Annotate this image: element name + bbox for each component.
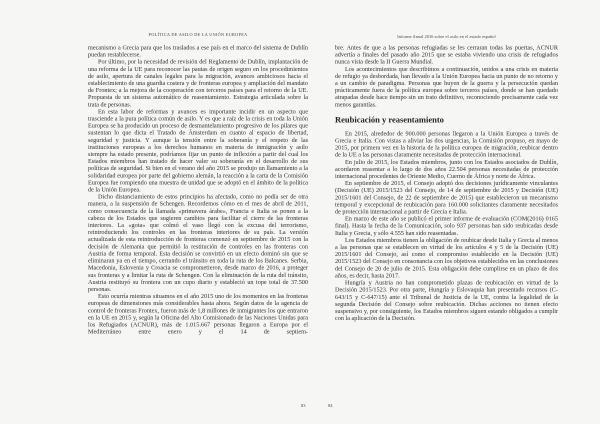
right-text-column <box>335 44 558 322</box>
paragraph: bre. Antes de que a las personas refugiadas se les cerraran todas las puertas, ACNUR advertía a finales del pasado año 2015 que se estaba viviendo una crisis de refugiados nunca vista desde la II Guerra Mundial. <box>335 44 558 66</box>
paragraph: Esto ocurría mientras situamos en el año 2015 uno de los momentos en las fronteras europeas de dimensiones más considerables hasta ahora. Según datos de la agencia de control de fronteras Frontex, fueron más de 1,8 millones de inmigrantes los que entraron en la UE en 2015 y, según la Oficina del Alto Comisionado de las Naciones Unidas para los Refugiados (ACNUR), más de 1.015.667 personas llegaron a Europa por el Mediterráneo entre enero y el 14 de septiem- <box>88 292 308 336</box>
paragraph: Hungría y Austria no han comprometido plazas de reubicación en virtud de la Decisión 2015/1523. Por otra parte, Hungría y Eslovaquia han presentado recursos (C-643/15 y C-647/15) ante el Tribunal de Justicia de la UE, contra la legalidad de la segunda Decisión del Consejo sobre reubicación. Dichas acciones no tienen efecto suspensivo y, por consiguiente, los Estados miembros siguen estando obligados a cumplir con la aplicación de la Decisión. <box>335 279 558 322</box>
paragraph: En septiembre de 2015, el Consejo adoptó dos decisiones jurídicamente vinculantes (Decisión (UE) 2015/1523 del Consejo, de 14 de septiembre de 2015 y Decisión (UE) 2015/1601 del Consejo, de 22 de septiembre de 2015) que establecieron un mecanismo temporal y excepcional de reubicación para 160.000 solicitantes claramente necesitados de protección internacional a partir de Grecia e Italia. <box>335 179 558 216</box>
right-running-header: Informe Anual 2016 sobre el asilo en el estado español <box>397 34 496 39</box>
right-page-number: 84 <box>328 403 333 408</box>
left-page-number: 83 <box>301 403 306 408</box>
paragraph: En 2015, alrededor de 900.000 personas llegaron a la Unión Europea a través de Grecia e Italia. Con vistas a aliviar las dos urgencias, la Comisión propuso, en mayo de 2015, por primera vez en la historia de la política europea de migración, reubicar dentro de la UE a las personas claramente necesitadas de protección internacional. <box>335 129 558 159</box>
paragraph: En esta labor de reformas y avances es importante incidir en un aspecto que trasciende a la pura política común de asilo. Y es que a raíz de la crisis en toda la Unión Europea se ha producido un proceso de desmantelamiento progresivo de los pilares que sustentan lo que dicta el Tratado de Ámsterdam en cuanto al espacio de libertad, seguridad y justicia. Y aunque la tensión entre la soberanía y el respeto de las instituciones europeas a los derechos humanos en materia de inmigración y asilo siempre ha estado presente, podríamos fijar un punto de inflexión a partir del cual los Estados miembros han tratado de hacer valer su soberanía en el desarrollo de sus políticas de seguridad. Si bien en el verano del año 2015 se produjo un llamamiento a la solidaridad europea por parte del gobierno alemán, la reacción a la carta de la Comisión Europea fue rompiendo una muestra de unidad que se adoptó en el ámbito de la política de la Unión Europea. <box>88 107 308 194</box>
paragraph: Los acontecimientos que describimos a continuación, unidos a una crisis en materia de refugio ya desbordada, han llevado a la Unión Europea hacia un punto de no retorno y a un cambio de paradigma. Personas que huyen de la guerra y la persecución quedan prácticamente fuera de la política europea sobre terceros países, donde se han quedado atrapadas desde hace tiempo sin un trato definitivo, reconociendo precisamente cada vez menos garantías. <box>335 65 558 108</box>
paragraph: En julio de 2015, los Estados miembros, junto con los Estados asociados de Dublín, acordaron reasentar a lo largo de dos años 22.504 personas necesitadas de protección internacional procedentes de Oriente Medio, Cuerno de África y norte de África. <box>335 158 558 180</box>
paragraph: Dicho distanciamiento de estos principios ha afectado, como no podía ser de otra manera, a la suspensión de Schengen. Recordemos cómo en el mes de abril de 2011, como consecuencia de la llamada «primavera árabe», Francia e Italia se ponen a la cabeza de los Estados que sugieren cambios para facilitar el cierre de las fronteras interiores. La «gota» que colmó el vaso llegó con la excusa del terrorismo, reintroduciendo los controles en las fronteras interiores de su país. La versión actualizada de esta reintroducción de fronteras comenzó en septiembre de 2015 con la decisión de Alemania que permitió la restitución de controles en las fronteras con Austria de forma temporal. Esta decisión se convirtió en un efecto dominó sin que se eliminaran ya en el tiempo, cerrando el tránsito en toda la ruta de los Balcanes. Serbia, Macedonia, Eslovenia y Croacia se comprometieron, desde marzo de 2016, a proteger sus fronteras y a limitar la ruta de Schengen. Con la eliminación de la ruta del tránsito, Austria restituyó su frontera con un cupo diario y estableció un tope total de 37.500 personas. <box>88 193 308 293</box>
paragraph: Por último, por la necesidad de revisión del Reglamento de Dublín, implantación de una reforma de la UE para reconocer las pautas de origen seguro en los procedimientos de asilo, apertura de canales legales para la migración, avances ambiciosos hacia el establecimiento de una guardia costera y de fronteras europea y ampliación del mandato de Frontex; a la mejora de la cooperación con terceros países para el retorno de la UE. Propuesta de un sistema automático de reasentamiento. Estrategia articulada sobre la trata de personas. <box>88 58 308 108</box>
left-running-header: POLÍTICA DE ASILO DE LA UNIÓN EUROPEA <box>148 32 248 37</box>
paragraph: mecanismo a Grecia para que los traslados a ese país en el marco del sistema de Dublín puedan restablecerse. <box>88 44 308 59</box>
right-page <box>300 0 600 424</box>
left-text-column <box>88 44 308 335</box>
paragraph: Los Estados miembros tienen la obligación de reubicar desde Italia y Grecia al menos a las personas que se establecen en virtud de los artículos 4 y 5 de la Decisión (UE) 2015/1601 del Consejo, así como el compromiso establecido en la Decisión (UE) 2015/1523 del Consejo en consonancia con los objetivos establecidos en las conclusiones del Consejo de 20 de julio de 2015. Esta obligación debe cumplirse en un plazo de dos años, es decir, hasta 2017. <box>335 236 558 279</box>
section-heading: Reubicación y reasentamiento <box>335 114 444 125</box>
paragraph: En marzo de este año se publicó el primer informe de evaluación (COM(2016) 0165 final). Hasta la fecha de la Comunicación, solo 937 personas han sido reubicadas desde Italia y Grecia, y sólo 4.555 han sido reasentadas. <box>335 215 558 237</box>
